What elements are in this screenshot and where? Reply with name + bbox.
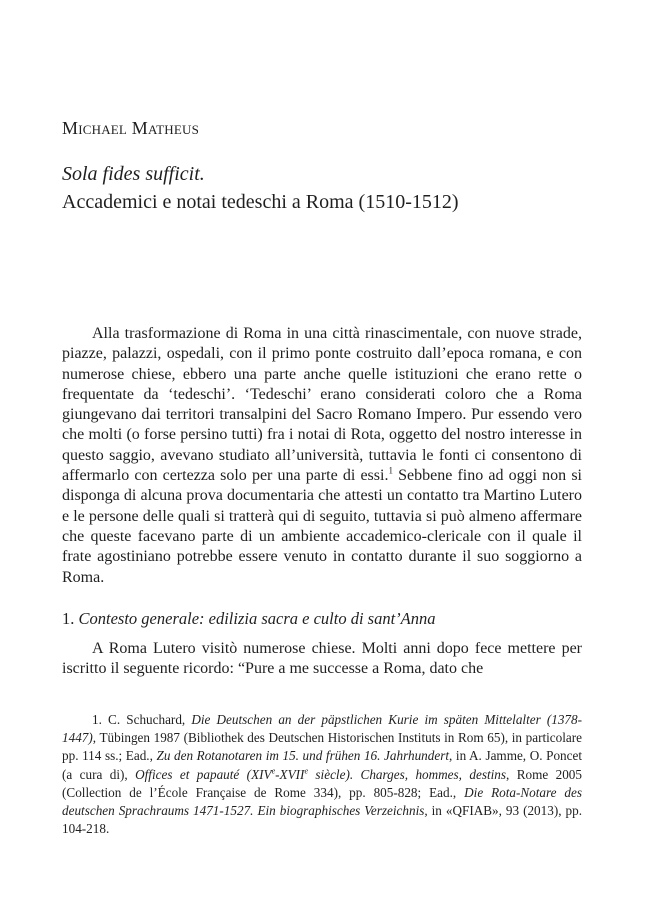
- footnote-title-b: Zu den Rotanotaren im 15. und frühen 16. Jahrhundert: [156, 748, 450, 764]
- intro-paragraph: [62, 324, 582, 588]
- article-title: [62, 160, 582, 216]
- section-title: Contesto generale: edilizia sacra e culto di sant’Anna: [78, 609, 436, 628]
- footnote-text-c: , in A. Jamme, O. Poncet (a cura di),: [62, 748, 583, 782]
- footnote-title-d: Die Rota-Notare des deutschen Sprachraums 1471-1527. Ein biographisches Verzeichnis: [62, 784, 583, 819]
- author-name: [62, 118, 199, 139]
- author-first-name: Michael: [62, 118, 128, 138]
- author-last-name: Matheus: [131, 118, 200, 138]
- footnote-ref-1[interactable]: 1: [388, 465, 393, 476]
- section-number: 1.: [62, 609, 75, 628]
- footnote-title-c: [135, 767, 506, 782]
- footnote-title-c-part3: siècle). Charges, hommes, destins: [308, 766, 506, 782]
- superscript-e-2: e: [304, 766, 309, 776]
- footnote-text-b: , Tübingen 1987 (Bibliothek des Deutschen Historischen Instituts in Rom 65), in particolare pp. 114 ss.; Ead.,: [62, 730, 582, 764]
- intro-text-part-2: Sebbene fino ad oggi non si disponga di alcuna prova documentaria che attesti un contatto tra Martino Lutero e le persone delle quali si tratterà qui di seguito, tuttavia si può almeno affermare che queste facevano parte di un ambiente accademico-clericale con il quale il frate agostiniano potrebbe essere venuto in contatto durante il suo soggiorno a Roma.: [62, 467, 582, 586]
- title-line-1: Sola fides sufficit.: [62, 163, 205, 185]
- footnote-1: [62, 711, 582, 838]
- intro-text-part-1: Alla trasformazione di Roma in una città rinascimentale, con nuove strade, piazze, palazzi, ospedali, con il primo ponte costruito dall’epoca romana, e con numerose chiese, ebbero una parte anche quelle istituzioni che erano rette o frequentate da ‘tedeschi’. ‘Tedeschi’ erano considerati coloro che a Roma giungevano dai territori transalpini del Sacro Romano Impero. Pur essendo vero che molti (o forse persino tutti) fra i notai di Rota, oggetto del nostro interesse in questo saggio, avevano studiato all’università, tuttavia le fonti ci consentono di affermarlo con certezza solo per una parte di essi.: [62, 325, 582, 485]
- footnote-text-e: , in «QFIAB», 93 (2013), pp. 104-218.: [62, 803, 582, 837]
- superscript-e-1: e: [271, 766, 276, 776]
- footnote-title-c-part1: Offices et papauté (XIV: [135, 766, 272, 782]
- footnote-title-a: Die Deutschen an der päpstlichen Kurie im späten Mittelalter (1378-1447): [62, 712, 583, 746]
- title-line-2: Accademici e notai tedeschi a Roma (1510-1512): [62, 191, 459, 213]
- footnote-text-d: , Rome 2005 (Collection de l’École Française de Rome 334), pp. 805-828; Ead.,: [62, 766, 582, 800]
- section-paragraph: A Roma Lutero visitò numerose chiese. Molti anni dopo fece mettere per iscritto il seguente ricordo: “Pure a me successe a Roma, dato che: [62, 640, 582, 678]
- footnote-text-a: C. Schuchard,: [108, 712, 186, 727]
- footnote-title-c-part2: -XVII: [275, 766, 305, 782]
- footnote-number: 1.: [92, 712, 102, 727]
- section-heading-1: [62, 609, 436, 629]
